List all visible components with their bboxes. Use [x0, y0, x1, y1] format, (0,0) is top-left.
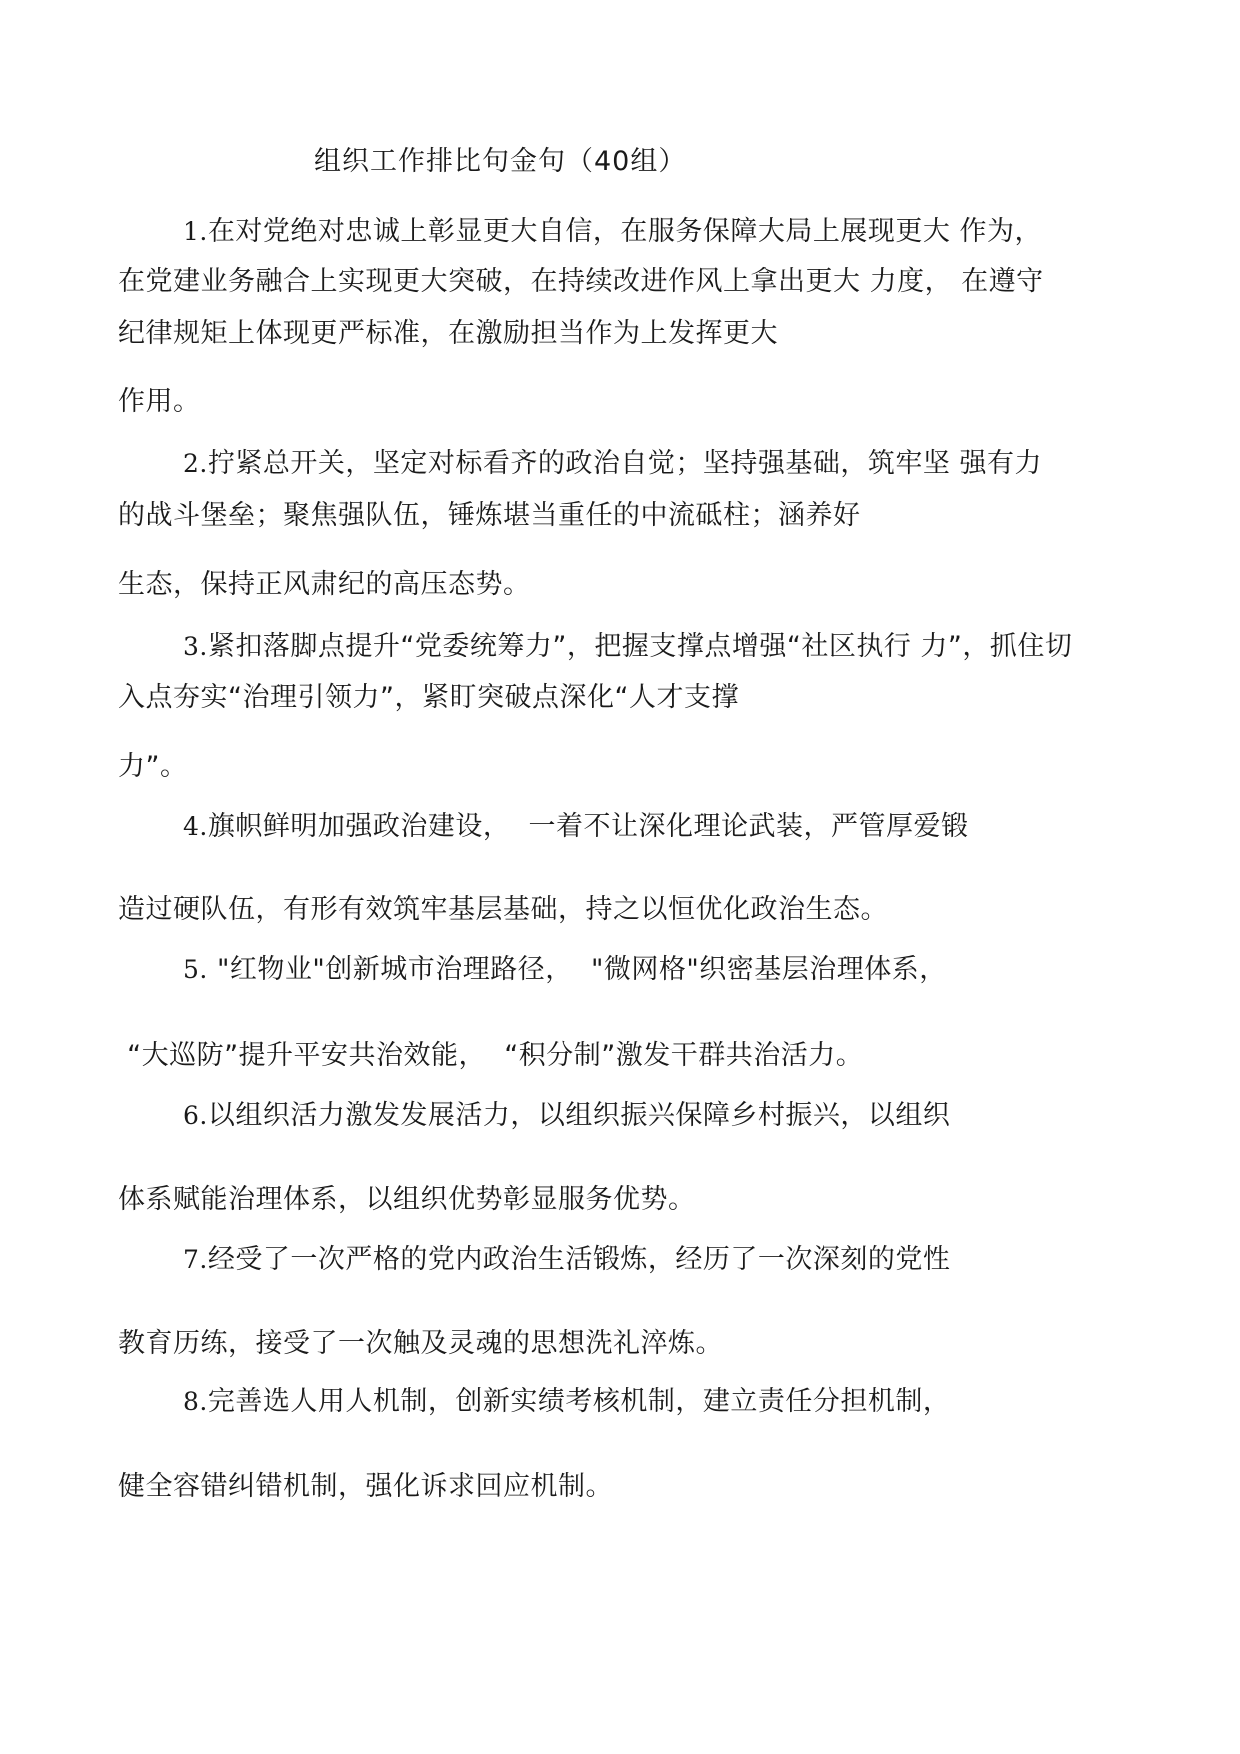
paragraph-1-line-1: [183, 215, 1042, 249]
paragraph-4-line-2: 造过硬队伍，有形有效筑牢基层基础，持之以恒优化政治生态。: [118, 894, 888, 925]
paragraph-8-text-1: 完善选人用人机制，创新实绩考核机制，建立责任分担机制，: [207, 1386, 951, 1417]
paragraph-4-text-1: 旗帜鲜明加强政治建设， 一着不让深化理论武装，严管厚爱锻: [207, 811, 969, 842]
paragraph-3-line-2: 入点夯实“治理引领力”，紧盯突破点深化“人才支撑: [118, 682, 739, 713]
paragraph-1-line-2: 在党建业务融合上实现更大突破，在持续改进作风上拿出更大 力度， 在遵守: [118, 266, 1044, 297]
paragraph-2-line-2: 的战斗堡垒；聚焦强队伍，锤炼堪当重任的中流砥柱；涵养好: [118, 500, 861, 531]
paragraph-5-line-1: [183, 953, 947, 987]
paragraph-2-number: 2.: [183, 449, 208, 478]
document-title: 组织工作排比句金句（40组）: [314, 146, 687, 177]
paragraph-3-line-3: 力”。: [118, 751, 188, 782]
paragraph-5-line-2: “大巡防”提升平安共治效能， “积分制”激发干群共治活力。: [118, 1040, 864, 1071]
paragraph-7-line-2: 教育历练，接受了一次触及灵魂的思想洗礼淬炼。: [118, 1328, 723, 1359]
paragraph-1-number: 1.: [183, 217, 208, 246]
paragraph-1-text-1: 在对党绝对忠诚上彰显更大自信，在服务保障大局上展现更大 作为，: [207, 216, 1042, 247]
paragraph-3-line-1: [183, 630, 1072, 664]
paragraph-2-text-1: 拧紧总开关，坚定对标看齐的政治自觉；坚持强基础，筑牢坚 强有力: [207, 448, 1042, 479]
paragraph-3-text-1: 紧扣落脚点提升“党委统筹力”，把握支撑点增强“社区执行 力”，抓住切: [207, 631, 1073, 662]
paragraph-4-number: 4.: [183, 812, 208, 841]
paragraph-4-line-1: [183, 810, 969, 844]
paragraph-7-number: 7.: [183, 1245, 208, 1274]
paragraph-6-number: 6.: [183, 1101, 208, 1130]
paragraph-6-text-1: 以组织活力激发发展活力，以组织振兴保障乡村振兴，以组织: [207, 1100, 951, 1131]
paragraph-5-text-1: "红物业"创新城市治理路径， "微网格"织密基层治理体系，: [207, 954, 947, 985]
paragraph-2-line-3: 生态，保持正风肃纪的高压态势。: [118, 569, 531, 600]
paragraph-7-line-1: [183, 1243, 950, 1277]
paragraph-6-line-2: 体系赋能治理体系，以组织优势彰显服务优势。: [118, 1184, 696, 1215]
paragraph-5-number: 5.: [183, 955, 208, 984]
paragraph-8-line-2: 健全容错纠错机制，强化诉求回应机制。: [118, 1471, 613, 1502]
paragraph-8-number: 8.: [183, 1387, 208, 1416]
paragraph-1-line-4: 作用。: [118, 386, 201, 417]
paragraph-8-line-1: [183, 1385, 950, 1419]
paragraph-7-text-1: 经受了一次严格的党内政治生活锻炼，经历了一次深刻的党性: [207, 1244, 951, 1275]
paragraph-1-line-3: 纪律规矩上体现更严标准，在激励担当作为上发挥更大: [118, 318, 778, 349]
paragraph-3-number: 3.: [183, 632, 208, 661]
paragraph-6-line-1: [183, 1099, 950, 1133]
paragraph-2-line-1: [183, 447, 1042, 481]
